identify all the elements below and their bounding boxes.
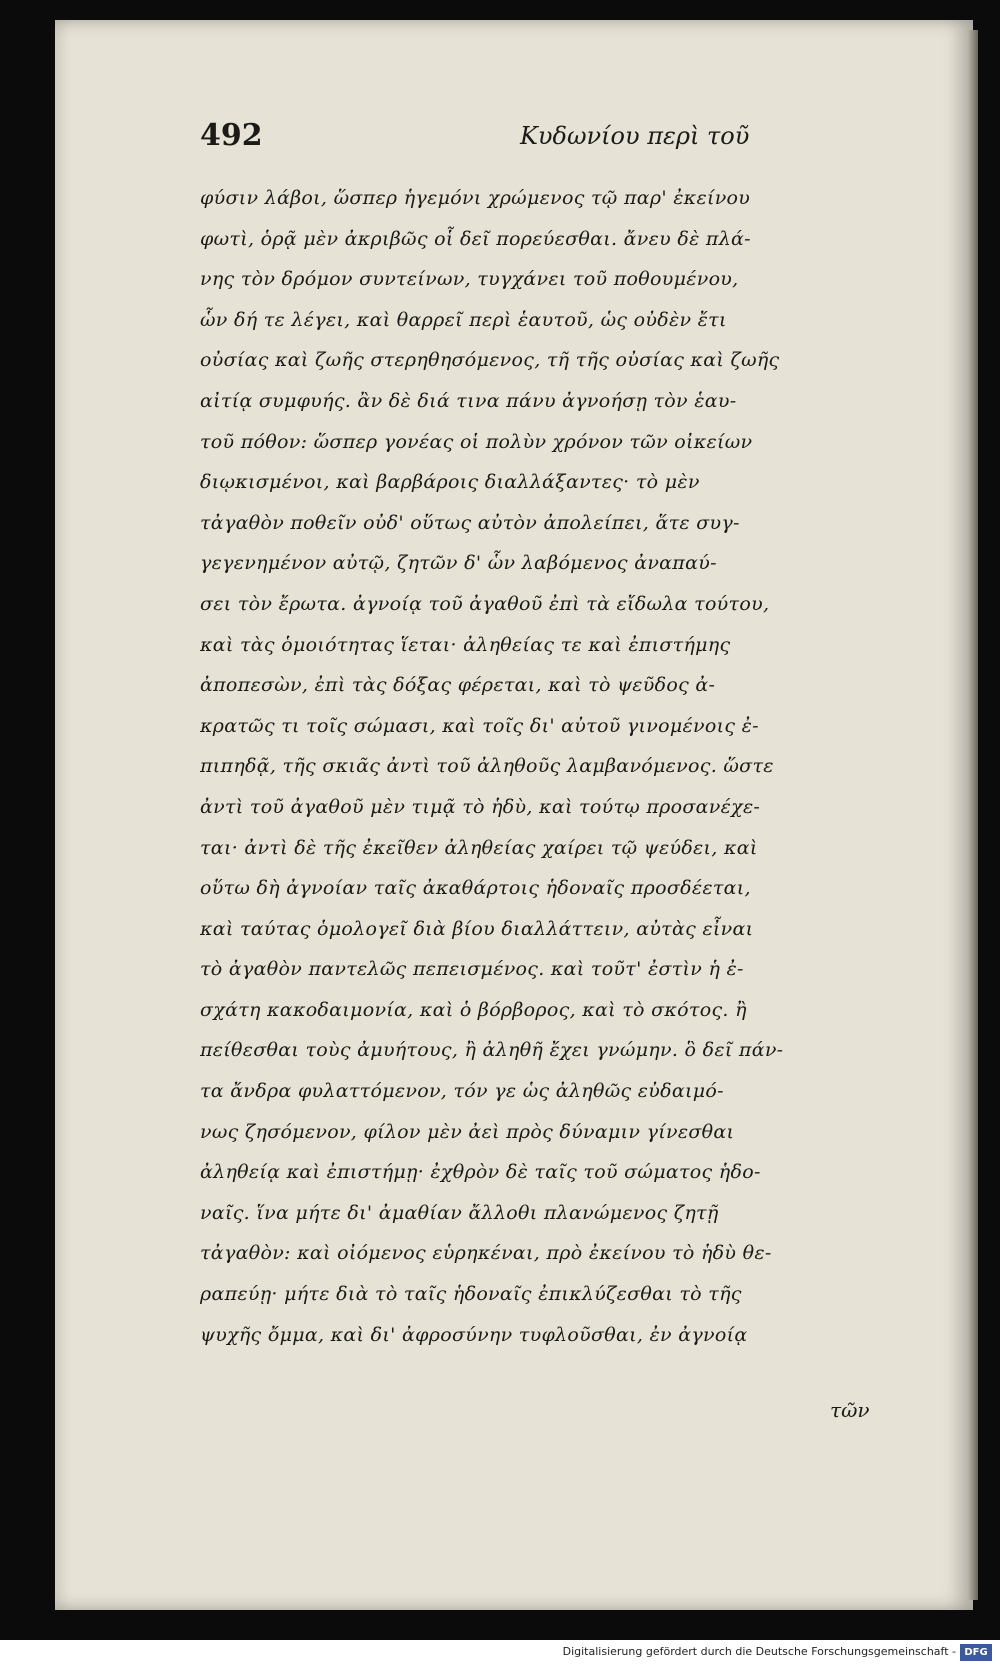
text-line: ναῖς. ἵνα μήτε δι' ἀμαθίαν ἄλλοθι πλανώμενος ζητῇ [200, 1201, 719, 1224]
header-title: Κυδωνίου περὶ τοῦ [520, 122, 750, 150]
catchword: τῶν [830, 1398, 870, 1422]
running-head [200, 118, 900, 158]
text-line: οὕτω δὴ ἀγνοίαν ταῖς ἀκαθάρτοις ἡδοναῖς προσδέεται, [200, 877, 751, 900]
text-line: καὶ ταύτας ὁμολογεῖ διὰ βίου διαλλάττειν, αὐτὰς εἶναι [200, 917, 754, 940]
text-line: νης τὸν δρόμον συντείνων, τυγχάνει τοῦ ποθουμένου, [200, 268, 739, 291]
text-line: γεγενημένον αὐτῷ, ζητῶν δ' ὧν λαβόμενος ἀναπαύ- [200, 552, 717, 575]
text-line: κρατῶς τι τοῖς σώμασι, καὶ τοῖς δι' αὐτοῦ γινομένοις ἐ- [200, 714, 759, 737]
text-line: αἰτίᾳ συμφυής. ἂν δὲ διά τινα πάνυ ἀγνοήσῃ τὸν ἑαυ- [200, 389, 737, 412]
text-line: ἀποπεσὼν, ἐπὶ τὰς δόξας φέρεται, καὶ τὸ ψεῦδος ἀ- [200, 674, 716, 697]
text-line: σχάτη κακοδαιμονία, καὶ ὁ βόρβορος, καὶ τὸ σκότος. ἢ [200, 998, 747, 1021]
page-number: 492 [200, 118, 263, 153]
text-line: φύσιν λάβοι, ὥσπερ ἡγεμόνι χρώμενος τῷ παρ' ἐκείνου [200, 187, 751, 209]
text-line: τἀγαθὸν: καὶ οἰόμενος εὑρηκέναι, πρὸ ἐκείνου τὸ ἡδὺ θε- [200, 1242, 772, 1265]
text-line: ψυχῆς ὄμμα, καὶ δι' ἀφροσύνην τυφλοῦσθαι, ἐν ἀγνοίᾳ [200, 1323, 748, 1346]
text-line: πιπηδᾷ, τῆς σκιᾶς ἀντὶ τοῦ ἀληθοῦς λαμβανόμενος. ὥστε [200, 755, 774, 778]
text-line: φωτὶ, ὁρᾷ μὲν ἀκριβῶς οἷ δεῖ πορεύεσθαι. ἄνευ δὲ πλά- [200, 227, 751, 250]
text-block [200, 178, 900, 1355]
text-line: ἀληθείᾳ καὶ ἐπιστήμῃ· ἐχθρὸν δὲ ταῖς τοῦ σώματος ἡδο- [200, 1161, 761, 1184]
text-line: οὐσίας καὶ ζωῆς στερηθησόμενος, τῆ τῆς οὐσίας καὶ ζωῆς [200, 349, 780, 372]
text-line: τα ἄνδρα φυλαττόμενον, τόν γε ὡς ἀληθῶς εὐδαιμό- [200, 1080, 724, 1103]
text-line: τἀγαθὸν ποθεῖν οὐδ' οὕτως αὐτὸν ἀπολείπει, ἅτε συγ- [200, 511, 740, 534]
text-line: ραπεύῃ· μήτε διὰ τὸ ταῖς ἡδοναῖς ἐπικλύζεσθαι τὸ τῆς [200, 1283, 742, 1306]
text-line: διῳκισμένοι, καὶ βαρβάροις διαλλάξαντες· τὸ μὲν [200, 471, 700, 494]
text-line: ται· ἀντὶ δὲ τῆς ἐκεῖθεν ἀληθείας χαίρει τῷ ψεύδει, καὶ [200, 836, 758, 859]
text-line: νως ζησόμενον, φίλον μὲν ἀεὶ πρὸς δύναμιν γίνεσθαι [200, 1120, 735, 1143]
text-line: τοῦ πόθον: ὥσπερ γονέας οἱ πολὺν χρόνον τῶν οἰκείων [200, 430, 753, 453]
text-line: ὧν δή τε λέγει, καὶ θαρρεῖ περὶ ἑαυτοῦ, ὡς οὐδὲν ἔτι [200, 308, 727, 331]
dfg-logo-icon: DFG [960, 1644, 992, 1661]
text-line: πείθεσθαι τοὺς ἀμυήτους, ἢ ἀληθῆ ἔχει γνώμην. ὃ δεῖ πάν- [200, 1039, 784, 1062]
text-line: ἀντὶ τοῦ ἀγαθοῦ μὲν τιμᾷ τὸ ἡδὺ, καὶ τούτῳ προσανέχε- [200, 795, 761, 818]
footer-credit: Digitalisierung gefördert durch die Deutsche Forschungsgemeinschaft - [562, 1645, 956, 1658]
text-line: τὸ ἀγαθὸν παντελῶς πεπεισμένος. καὶ τοῦτ' ἐστὶν ἡ ἐ- [200, 958, 744, 981]
footer-strip [0, 1640, 1000, 1666]
text-line: καὶ τὰς ὁμοιότητας ἵεται· ἀληθείας τε καὶ ἐπιστήμης [200, 633, 731, 656]
page-edge-shadow [968, 30, 978, 1600]
text-line: σει τὸν ἔρωτα. ἀγνοίᾳ τοῦ ἀγαθοῦ ἐπὶ τὰ εἴδωλα τούτου, [200, 592, 770, 615]
